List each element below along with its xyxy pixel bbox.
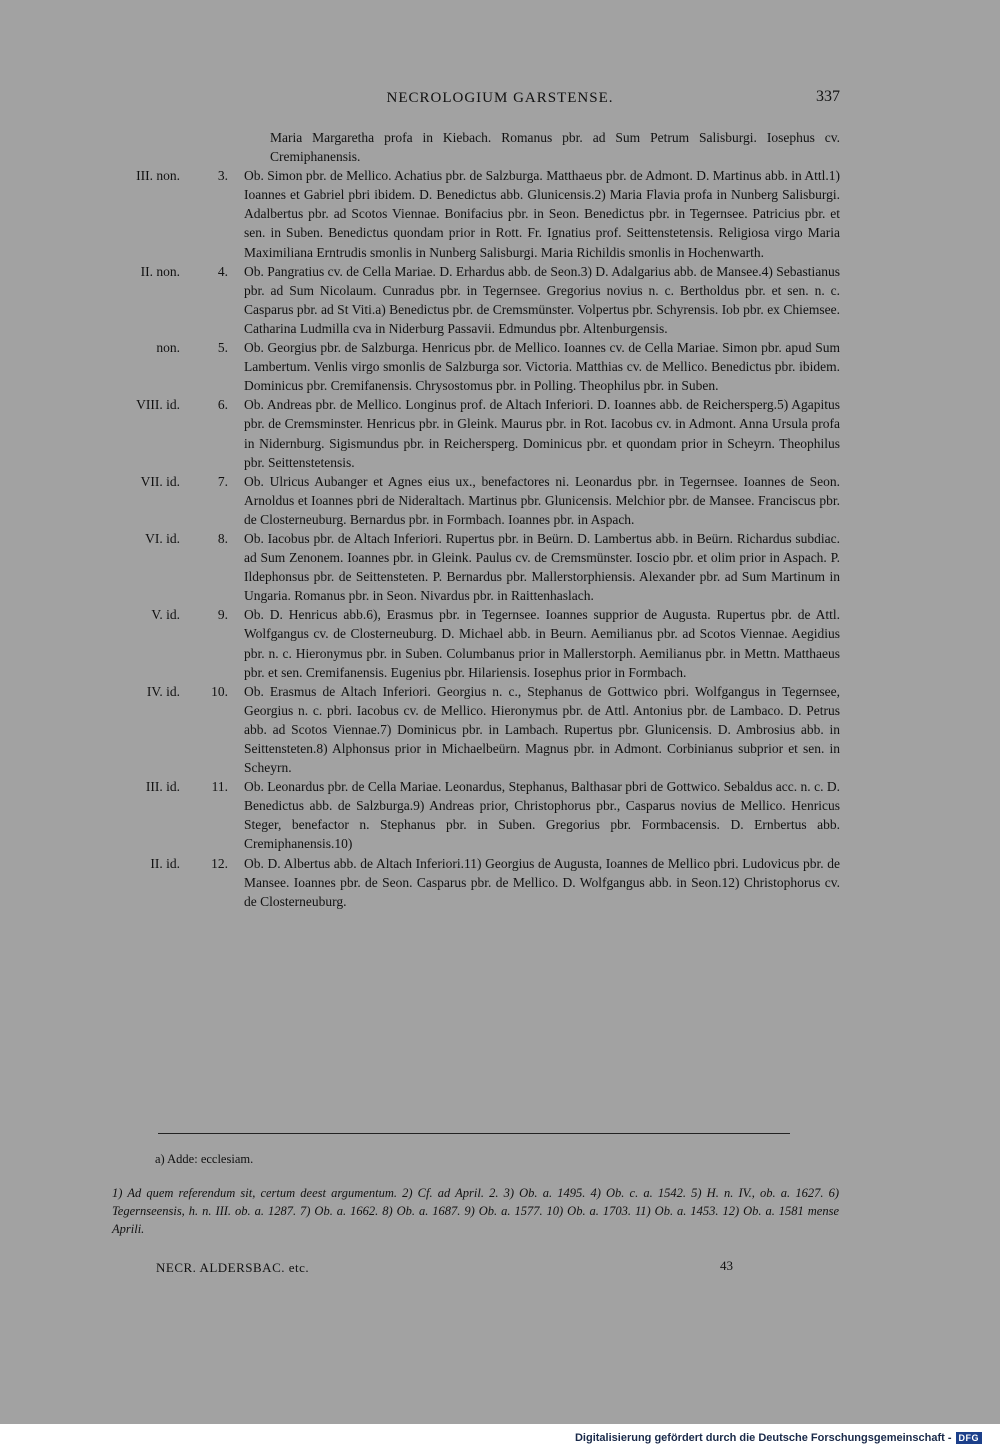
entry-text: Ob. Ulricus Aubanger et Agnes eius ux., benefactores ni. Leonardus pbr. in Tegernsee. Ioannes de Seon. Arnoldus et Ioannes pbri de Nideraltach. Martinus pbr. Glunicensis. Melchior pbr. de Mansee. Franciscus pbr. de Closterneuburg. Bernardus pbr. in Formbach. Ioannes pbr. in Aspach. [244,473,840,527]
necrology-body [100,128,840,911]
necrology-entry [100,395,840,471]
entry-date: non. [156,340,180,356]
entry-date: VII. id. [140,473,180,489]
entry-text: Ob. Leonardus pbr. de Cella Mariae. Leonardus, Stephanus, Balthasar pbri de Gottwico. Sebaldus acc. n. c. D. Benedictus abb. de Salzburga.9) Andreas prior, Christophorus pbr., Casparus novius de Mellico. Henricus Steger, benefactor n. Stephanus pbr. in Suben. Gregorius pbr. Formbacensis. D. Ernbertus abb. Cremiphanensis.10) [244,779,840,852]
entry-text: Ob. Iacobus pbr. de Altach Inferiori. Rupertus pbr. in Beürn. D. Lambertus abb. in Beürn. Richardus subdiac. ad Sum Zenonem. Ioannes pbr. in Gleink. Paulus cv. de Cremsmünster. Ioscio pbr. et olim prior in Aspach. P. Ildephonsus pbr. de Seittensteten. P. Bernardus pbr. Mallerstorphiensis. Alexander pbr. ad Sum Martinum in Ungaria. Romanus pbr. in Seon. Nivardus pbr. in Raittenhaslach. [244,530,840,604]
running-title: NECROLOGIUM GARSTENSE. [386,90,614,106]
signature-number: 43 [720,1258,733,1273]
necrology-entry [100,472,840,529]
page-number: 337 [816,88,840,105]
entry-day: 10. [211,683,228,699]
signature-mark: NECR. ALDERSBAC. etc. [156,1260,310,1275]
necrology-entry [100,262,840,338]
entry-text: Ob. D. Albertus abb. de Altach Inferiori.11) Georgius de Augusta, Ioannes de Mellico pbri. Ludovicus pbr. de Mansee. Ioannes pbr. de Seon. Casparus pbr. de Mellico. D. Wolfgangus abb. in Seon.12) Christophorus cv. de Closterneuburg. [244,855,840,909]
entry-date: VI. id. [145,530,180,546]
necrology-entry [100,605,840,681]
entry-day: 12. [211,855,228,871]
entry-day: 6. [217,397,228,413]
entry-date: IV. id. [146,683,180,699]
entry-text: Ob. Pangratius cv. de Cella Mariae. D. Erhardus abb. de Seon.3) D. Adalgarius abb. de Mansee.4) Sebastianus pbr. ad Sum Nicolaum. Cunradus pbr. in Tegernsee. Gregorius novius n. c. Bertholdus pbr. et sen. n. c. Casparus pbr. ad St Viti.a) Benedictus pbr. de Cremsmünster. Volpertus pbr. Schyrensis. Iob pbr. ex Chiemsee. Catharina Ludmilla cva in Niderburg Passavii. Edmundus pbr. Altenburgensis. [244,263,840,336]
lead-text: Maria Margaretha profa in Kiebach. Romanus pbr. ad Sum Petrum Salisburgi. Iosephus cv. Cremiphanensis. [270,130,840,165]
entry-date: VIII. id. [136,397,180,413]
lead-entry [100,128,840,166]
entry-date: V. id. [151,607,180,623]
footnote-divider [158,1133,790,1134]
entry-date: II. id. [150,855,180,871]
necrology-entry [100,166,840,261]
necrology-entry [100,529,840,605]
entry-text: Ob. Georgius pbr. de Salzburga. Henricus pbr. de Mellico. Ioannes cv. de Cella Mariae. Simon pbr. apud Sum Lambertum. Venlis virgo smonlis de Salzburga sor. Victoria. Matthias cv. de Mellico. Benedictus pbr. ibidem. Dominicus pbr. Cremifanensis. Chrysostomus pbr. in Polling. Theophilus pbr. in Suben. [244,340,840,394]
footnotes: 1) Ad quem referendum sit, certum deest argumentum. 2) Cf. ad April. 2. 3) Ob. a. 1495. 4) Ob. c. a. 1542. 5) H. n. IV., ob. a. 1627. 6) Tegernseensis, h. n. III. ob. a. 1287. 7) Ob. a. 1662. 8) Ob. a. 1687. 9) Ob. a. 1577. 10) Ob. a. 1703. 11) Ob. a. 1453. 12) Ob. a. 1581 mense Aprili. [112,1186,839,1236]
entry-day: 9. [217,607,228,623]
entry-day: 7. [217,473,228,489]
entry-date: III. id. [145,779,180,795]
necrology-entry [100,777,840,853]
necrology-entry [100,338,840,395]
entry-text: Ob. Erasmus de Altach Inferiori. Georgius n. c., Stephanus de Gottwico pbri. Wolfgangus in Tegernsee, Georgius n. c. pbri. Iacobus cv. de Mellico. Hieronymus pbr. de Attl. Antonius pbr. de Lambaco. D. Petrus abb. ad Scotos Viennae.7) Dominicus pbr. in Lambach. Rupertus pbr. Glunicensis. D. Ambrosius abb. in Seittensteten.8) Alphonsus prior in Michaelbeürn. Magnus pbr. in Admont. Corbinianus subprior et sen. in Scheyrn. [244,683,840,776]
entry-text: Ob. Simon pbr. de Mellico. Achatius pbr. de Salzburga. Matthaeus pbr. de Admont. D. Martinus abb. in Attl.1) Ioannes et Gabriel pbri ibidem. D. Benedictus abb. Glunicensis.2) Maria Flavia profa in Nunberg Salisburgi. Adalbertus pbr. ad Scotos Viennae. Bonifacius pbr. in Seon. Benedictus pbr. in Tegernsee. Patricius pbr. et sen. in Suben. Benedictus quondam prior in Rott. Fr. Ignatius prof. Seittenstetensis. Religiosa virgo Maria Maximiliana Erntrudis smonlis in Nunberg Salisburgi. Maria Richildis smonlis in Hochenwarth. [244,168,840,260]
necrology-entry [100,854,840,911]
dfg-banner [575,1431,982,1445]
dfg-logo-icon: DFG [956,1432,983,1444]
necrology-entry [100,682,840,777]
entry-text: Ob. D. Henricus abb.6), Erasmus pbr. in Tegernsee. Ioannes supprior de Augusta. Rupertus pbr. de Attl. Wolfgangus cv. de Closterneuburg. D. Michael abb. in Beurn. Aemilianus pbr. ad Scotos Viennae. Aegidius pbr. n. c. Hieronymus pbr. in Suben. Columbanus prior in Mallerstorph. Aemilianus pbr. in Mettn. Matthaeus pbr. et sen. Cremifanensis. Eugenius pbr. Hilariensis. Iosephus prior in Formbach. [244,607,840,680]
entry-date: II. non. [140,263,180,279]
banner-text: Digitalisierung gefördert durch die Deutsche Forschungsgemeinschaft - [574,1432,952,1444]
entry-day: 3. [217,168,228,184]
entry-date: III. non. [136,168,180,184]
entry-day: 8. [217,530,228,546]
footnote-a: a) Adde: ecclesiam. [155,1152,254,1166]
entry-day: 4. [217,263,228,279]
entry-text: Ob. Andreas pbr. de Mellico. Longinus prof. de Altach Inferiori. D. Ioannes abb. de Reichersperg.5) Agapitus pbr. de Cremsminster. Henricus pbr. in Gleink. Maurus pbr. in Rot. Iacobus cv. in Admont. Anna Ursula profa in Nidernburg. Sigismundus pbr. in Reichersperg. Dominicus pbr. et quondam prior in Scheyrn. Theophilus pbr. Seittenstetensis. [244,397,840,470]
entry-day: 5. [217,340,228,356]
entry-list [100,166,840,911]
entry-day: 11. [211,779,228,795]
